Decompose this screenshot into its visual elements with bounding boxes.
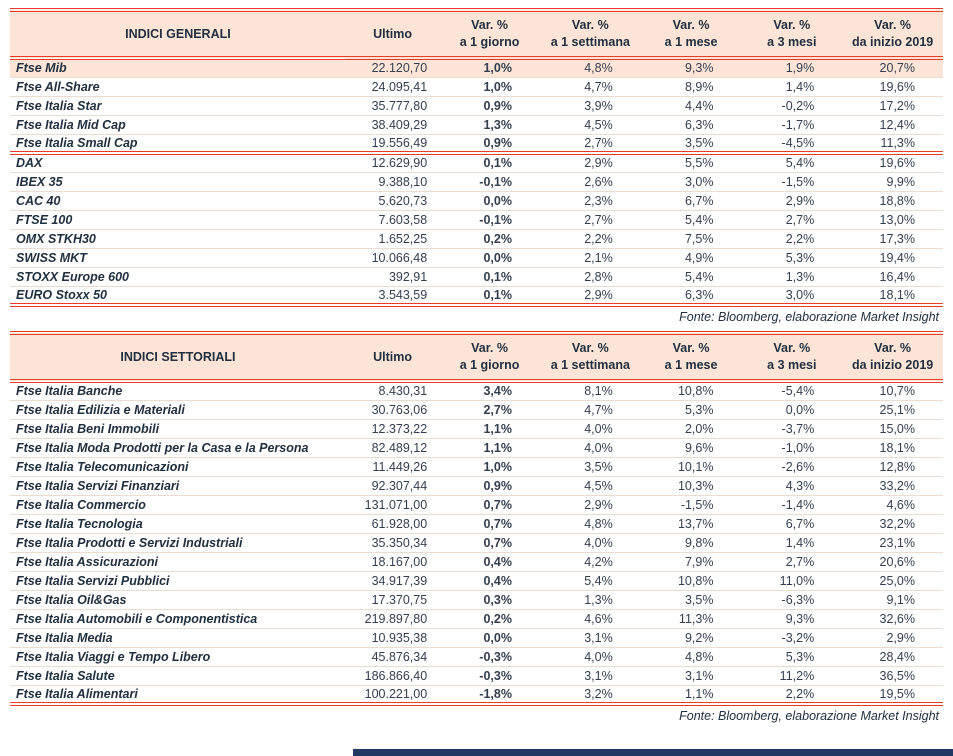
var-value: 11,0% xyxy=(741,571,842,590)
var-value: 0,1% xyxy=(439,286,540,305)
index-name: FTSE 100 xyxy=(10,210,346,229)
table-row xyxy=(10,457,943,476)
index-name: Ftse Italia Edilizia e Materiali xyxy=(10,400,346,419)
index-name: SWISS MKT xyxy=(10,248,346,267)
index-name: Ftse Italia Assicurazioni xyxy=(10,552,346,571)
var-value: 10,1% xyxy=(641,457,742,476)
var-value: 0,7% xyxy=(439,495,540,514)
var-value: 5,4% xyxy=(641,210,742,229)
var-value: 10,7% xyxy=(842,381,943,400)
var-label: Var. % xyxy=(672,341,710,355)
var-value: 0,4% xyxy=(439,571,540,590)
ultimo-value: 100.221,00 xyxy=(346,685,439,704)
table-row xyxy=(10,134,943,153)
table-row xyxy=(10,172,943,191)
index-name: Ftse Italia Servizi Finanziari xyxy=(10,476,346,495)
index-name: DAX xyxy=(10,153,346,172)
var-value: 32,6% xyxy=(842,609,943,628)
ultimo-value: 30.763,06 xyxy=(346,400,439,419)
var-value: 1,1% xyxy=(439,438,540,457)
index-name: Ftse Italia Automobili e Componentistica xyxy=(10,609,346,628)
table-row xyxy=(10,248,943,267)
var-value: 2,7% xyxy=(741,210,842,229)
var-period: da inizio 2019 xyxy=(851,35,934,49)
var-value: 0,3% xyxy=(439,590,540,609)
var-value: 0,0% xyxy=(741,400,842,419)
var-value: 9,3% xyxy=(641,58,742,77)
index-name: Ftse Italia Servizi Pubblici xyxy=(10,571,346,590)
index-name: Ftse Italia Beni Immobili xyxy=(10,419,346,438)
var-value: 0,0% xyxy=(439,248,540,267)
var-value: 6,3% xyxy=(641,286,742,305)
var-label: Var. % xyxy=(471,341,508,355)
var-value: 2,3% xyxy=(540,191,641,210)
var-value: 16,4% xyxy=(842,267,943,286)
var-value: 1,3% xyxy=(439,115,540,134)
var-value: 4,2% xyxy=(540,552,641,571)
var-value: 1,0% xyxy=(439,58,540,77)
col-var-1-mese xyxy=(641,333,742,381)
var-value: 12,4% xyxy=(842,115,943,134)
var-value: 1,3% xyxy=(540,590,641,609)
var-value: 0,1% xyxy=(439,153,540,172)
ultimo-value: 92.307,44 xyxy=(346,476,439,495)
var-value: 18,8% xyxy=(842,191,943,210)
var-value: -1,7% xyxy=(741,115,842,134)
var-value: 0,9% xyxy=(439,96,540,115)
var-value: 18,1% xyxy=(842,286,943,305)
var-value: 2,9% xyxy=(741,191,842,210)
ultimo-value: 17.370,75 xyxy=(346,590,439,609)
col-var-inizio-2019 xyxy=(842,333,943,381)
var-value: 10,8% xyxy=(641,381,742,400)
var-value: -3,2% xyxy=(741,628,842,647)
table-row xyxy=(10,571,943,590)
var-value: 19,4% xyxy=(842,248,943,267)
index-name: Ftse Italia Prodotti e Servizi Industriali xyxy=(10,533,346,552)
ultimo-value: 219.897,80 xyxy=(346,609,439,628)
ultimo-value: 61.928,00 xyxy=(346,514,439,533)
header-row xyxy=(10,10,943,58)
table-row xyxy=(10,438,943,457)
var-value: 0,9% xyxy=(439,476,540,495)
header-row xyxy=(10,333,943,381)
var-value: 2,2% xyxy=(540,229,641,248)
var-value: 0,9% xyxy=(439,134,540,153)
table-row xyxy=(10,666,943,685)
col-var-1-giorno xyxy=(439,333,540,381)
var-value: 1,1% xyxy=(439,419,540,438)
var-value: 13,0% xyxy=(842,210,943,229)
var-value: 1,4% xyxy=(741,533,842,552)
var-value: 5,4% xyxy=(741,153,842,172)
ultimo-value: 392,91 xyxy=(346,267,439,286)
var-value: 19,6% xyxy=(842,77,943,96)
var-value: 0,2% xyxy=(439,229,540,248)
index-name: Ftse Italia Telecomunicazioni xyxy=(10,457,346,476)
var-value: 12,8% xyxy=(842,457,943,476)
var-value: 9,9% xyxy=(842,172,943,191)
ultimo-value: 1.652,25 xyxy=(346,229,439,248)
indici-settoriali-section xyxy=(10,331,943,727)
index-name: Ftse Italia Media xyxy=(10,628,346,647)
index-name: Ftse All-Share xyxy=(10,77,346,96)
var-period: a 1 settimana xyxy=(550,358,630,372)
ultimo-value: 10.935,38 xyxy=(346,628,439,647)
table-row xyxy=(10,77,943,96)
ultimo-value: 35.777,80 xyxy=(346,96,439,115)
var-value: 2,7% xyxy=(540,210,641,229)
ultimo-value: 5.620,73 xyxy=(346,191,439,210)
table-row xyxy=(10,495,943,514)
var-value: 3,1% xyxy=(641,666,742,685)
table-row xyxy=(10,419,943,438)
table-row xyxy=(10,229,943,248)
ultimo-value: 8.430,31 xyxy=(346,381,439,400)
var-value: -1,0% xyxy=(741,438,842,457)
var-value: -0,1% xyxy=(439,172,540,191)
var-value: 2,0% xyxy=(641,419,742,438)
col-var-3-mesi xyxy=(741,10,842,58)
table-header xyxy=(10,333,943,381)
var-label: Var. % xyxy=(773,341,811,355)
index-name: Ftse Italia Alimentari xyxy=(10,685,346,704)
var-value: 3,1% xyxy=(540,628,641,647)
table-row xyxy=(10,609,943,628)
var-value: 5,5% xyxy=(641,153,742,172)
var-value: 2,6% xyxy=(540,172,641,191)
var-value: 17,2% xyxy=(842,96,943,115)
var-value: 3,5% xyxy=(641,590,742,609)
var-value: 13,7% xyxy=(641,514,742,533)
index-name: EURO Stoxx 50 xyxy=(10,286,346,305)
var-value: 7,5% xyxy=(641,229,742,248)
var-value: 17,3% xyxy=(842,229,943,248)
index-name: CAC 40 xyxy=(10,191,346,210)
var-value: 3,1% xyxy=(540,666,641,685)
index-name: Ftse Italia Moda Prodotti per la Casa e la Persona xyxy=(10,438,346,457)
col-var-1-settimana xyxy=(540,333,641,381)
ultimo-value: 12.373,22 xyxy=(346,419,439,438)
index-name: IBEX 35 xyxy=(10,172,346,191)
var-value: 8,1% xyxy=(540,381,641,400)
var-value: 3,2% xyxy=(540,685,641,704)
ultimo-value: 35.350,34 xyxy=(346,533,439,552)
var-value: 11,3% xyxy=(641,609,742,628)
var-value: 5,3% xyxy=(641,400,742,419)
var-label: Var. % xyxy=(874,341,912,355)
index-name: STOXX Europe 600 xyxy=(10,267,346,286)
var-value: 8,9% xyxy=(641,77,742,96)
var-label: Var. % xyxy=(874,18,912,32)
var-value: 5,3% xyxy=(741,248,842,267)
var-period: da inizio 2019 xyxy=(851,358,934,372)
table-body xyxy=(10,58,943,305)
var-value: 20,7% xyxy=(842,58,943,77)
var-value: 3,5% xyxy=(641,134,742,153)
ultimo-value: 19.556,49 xyxy=(346,134,439,153)
var-value: 3,0% xyxy=(741,286,842,305)
var-value: 2,9% xyxy=(540,286,641,305)
var-value: -4,5% xyxy=(741,134,842,153)
var-value: 9,2% xyxy=(641,628,742,647)
var-value: 0,0% xyxy=(439,628,540,647)
var-value: -5,4% xyxy=(741,381,842,400)
ultimo-value: 38.409,29 xyxy=(346,115,439,134)
var-value: 6,7% xyxy=(741,514,842,533)
table-row xyxy=(10,153,943,172)
var-value: 10,8% xyxy=(641,571,742,590)
var-value: 10,3% xyxy=(641,476,742,495)
var-value: 25,1% xyxy=(842,400,943,419)
var-value: 9,6% xyxy=(641,438,742,457)
var-value: 0,7% xyxy=(439,533,540,552)
table-row xyxy=(10,590,943,609)
var-value: 1,0% xyxy=(439,457,540,476)
var-value: 4,8% xyxy=(641,647,742,666)
indici-settoriali-table xyxy=(10,331,943,706)
var-value: 4,0% xyxy=(540,647,641,666)
var-period: a 1 mese xyxy=(664,358,718,372)
ultimo-value: 7.603,58 xyxy=(346,210,439,229)
ultimo-value: 3.543,59 xyxy=(346,286,439,305)
var-value: -1,4% xyxy=(741,495,842,514)
table-header xyxy=(10,10,943,58)
table-row xyxy=(10,647,943,666)
var-value: 5,4% xyxy=(540,571,641,590)
table-body xyxy=(10,381,943,704)
var-value: 4,7% xyxy=(540,77,641,96)
var-value: 2,9% xyxy=(540,495,641,514)
table-title: INDICI GENERALI xyxy=(10,10,346,58)
footer-bar xyxy=(353,749,953,756)
var-value: 15,0% xyxy=(842,419,943,438)
var-value: -0,3% xyxy=(439,666,540,685)
col-var-inizio-2019 xyxy=(842,10,943,58)
var-value: 1,0% xyxy=(439,77,540,96)
table-row xyxy=(10,381,943,400)
var-value: 0,2% xyxy=(439,609,540,628)
var-value: 9,8% xyxy=(641,533,742,552)
var-period: a 1 giorno xyxy=(459,35,520,49)
var-value: -3,7% xyxy=(741,419,842,438)
ultimo-value: 45.876,34 xyxy=(346,647,439,666)
ultimo-value: 131.071,00 xyxy=(346,495,439,514)
var-value: 0,1% xyxy=(439,267,540,286)
index-name: Ftse Mib xyxy=(10,58,346,77)
ultimo-value: 24.095,41 xyxy=(346,77,439,96)
var-value: 3,9% xyxy=(540,96,641,115)
var-value: 6,7% xyxy=(641,191,742,210)
table-row xyxy=(10,476,943,495)
source-note: Fonte: Bloomberg, elaborazione Market Insight xyxy=(679,310,939,324)
var-value: 4,0% xyxy=(540,438,641,457)
var-value: 33,2% xyxy=(842,476,943,495)
var-value: 6,3% xyxy=(641,115,742,134)
col-var-1-giorno xyxy=(439,10,540,58)
var-value: 4,8% xyxy=(540,514,641,533)
ultimo-value: 11.449,26 xyxy=(346,457,439,476)
var-value: 3,4% xyxy=(439,381,540,400)
var-value: 4,6% xyxy=(842,495,943,514)
table-row xyxy=(10,400,943,419)
index-name: Ftse Italia Star xyxy=(10,96,346,115)
var-value: 1,4% xyxy=(741,77,842,96)
var-value: 4,5% xyxy=(540,476,641,495)
var-value: 0,0% xyxy=(439,191,540,210)
index-name: Ftse Italia Commercio xyxy=(10,495,346,514)
indici-generali-table xyxy=(10,8,943,307)
ultimo-value: 18.167,00 xyxy=(346,552,439,571)
var-value: 18,1% xyxy=(842,438,943,457)
var-value: 19,5% xyxy=(842,685,943,704)
var-value: 4,7% xyxy=(540,400,641,419)
table-row xyxy=(10,96,943,115)
index-name: Ftse Italia Oil&Gas xyxy=(10,590,346,609)
var-value: 32,2% xyxy=(842,514,943,533)
index-name: Ftse Italia Viaggi e Tempo Libero xyxy=(10,647,346,666)
table-title: INDICI SETTORIALI xyxy=(10,333,346,381)
var-label: Var. % xyxy=(571,18,609,32)
var-value: 36,5% xyxy=(842,666,943,685)
var-value: 1,3% xyxy=(741,267,842,286)
index-name: Ftse Italia Tecnologia xyxy=(10,514,346,533)
ultimo-value: 12.629,90 xyxy=(346,153,439,172)
index-name: Ftse Italia Small Cap xyxy=(10,134,346,153)
table-row xyxy=(10,191,943,210)
var-label: Var. % xyxy=(672,18,710,32)
var-value: 20,6% xyxy=(842,552,943,571)
var-value: -0,2% xyxy=(741,96,842,115)
var-value: 4,3% xyxy=(741,476,842,495)
var-label: Var. % xyxy=(571,341,609,355)
var-value: 5,3% xyxy=(741,647,842,666)
index-name: Ftse Italia Banche xyxy=(10,381,346,400)
var-value: 2,8% xyxy=(540,267,641,286)
var-value: 7,9% xyxy=(641,552,742,571)
table-row xyxy=(10,552,943,571)
var-value: -6,3% xyxy=(741,590,842,609)
var-value: 4,8% xyxy=(540,58,641,77)
var-value: 4,6% xyxy=(540,609,641,628)
index-name: Ftse Italia Mid Cap xyxy=(10,115,346,134)
table-row xyxy=(10,267,943,286)
index-name: Ftse Italia Salute xyxy=(10,666,346,685)
table-row xyxy=(10,685,943,704)
var-value: 23,1% xyxy=(842,533,943,552)
var-value: 0,7% xyxy=(439,514,540,533)
var-value: 2,2% xyxy=(741,229,842,248)
var-value: -0,1% xyxy=(439,210,540,229)
var-value: 4,0% xyxy=(540,419,641,438)
var-value: 2,7% xyxy=(540,134,641,153)
ultimo-value: 186.866,40 xyxy=(346,666,439,685)
var-value: 2,1% xyxy=(540,248,641,267)
var-value: 4,4% xyxy=(641,96,742,115)
var-value: 25,0% xyxy=(842,571,943,590)
var-value: 9,3% xyxy=(741,609,842,628)
var-value: 1,9% xyxy=(741,58,842,77)
col-ultimo: Ultimo xyxy=(346,333,439,381)
var-value: 4,9% xyxy=(641,248,742,267)
var-value: -1,5% xyxy=(741,172,842,191)
var-value: 9,1% xyxy=(842,590,943,609)
var-value: 2,2% xyxy=(741,685,842,704)
var-value: 3,5% xyxy=(540,457,641,476)
var-value: -1,5% xyxy=(641,495,742,514)
var-value: 4,5% xyxy=(540,115,641,134)
var-value: -1,8% xyxy=(439,685,540,704)
var-label: Var. % xyxy=(773,18,811,32)
var-value: 2,7% xyxy=(439,400,540,419)
var-period: a 1 giorno xyxy=(459,358,520,372)
table-row xyxy=(10,58,943,77)
ultimo-value: 34.917,39 xyxy=(346,571,439,590)
table-row xyxy=(10,514,943,533)
col-var-1-mese xyxy=(641,10,742,58)
var-value: 11,2% xyxy=(741,666,842,685)
var-value: 3,0% xyxy=(641,172,742,191)
table-row xyxy=(10,286,943,305)
indici-generali-section xyxy=(10,8,943,328)
var-period: a 1 mese xyxy=(664,35,718,49)
var-label: Var. % xyxy=(471,18,508,32)
var-value: 4,0% xyxy=(540,533,641,552)
var-value: -0,3% xyxy=(439,647,540,666)
index-name: OMX STKH30 xyxy=(10,229,346,248)
var-value: 0,4% xyxy=(439,552,540,571)
ultimo-value: 10.066,48 xyxy=(346,248,439,267)
var-period: a 3 mesi xyxy=(767,35,817,49)
ultimo-value: 82.489,12 xyxy=(346,438,439,457)
var-value: 2,9% xyxy=(540,153,641,172)
var-value: 11,3% xyxy=(842,134,943,153)
var-value: 5,4% xyxy=(641,267,742,286)
ultimo-value: 22.120,70 xyxy=(346,58,439,77)
table-row xyxy=(10,210,943,229)
table-row xyxy=(10,533,943,552)
ultimo-value: 9.388,10 xyxy=(346,172,439,191)
var-period: a 1 settimana xyxy=(550,35,630,49)
col-ultimo: Ultimo xyxy=(346,10,439,58)
var-value: -2,6% xyxy=(741,457,842,476)
var-period: a 3 mesi xyxy=(767,358,817,372)
col-var-1-settimana xyxy=(540,10,641,58)
col-var-3-mesi xyxy=(741,333,842,381)
table-row xyxy=(10,115,943,134)
var-value: 28,4% xyxy=(842,647,943,666)
var-value: 2,9% xyxy=(842,628,943,647)
var-value: 19,6% xyxy=(842,153,943,172)
source-note: Fonte: Bloomberg, elaborazione Market Insight xyxy=(679,709,939,723)
var-value: 1,1% xyxy=(641,685,742,704)
table-row xyxy=(10,628,943,647)
var-value: 2,7% xyxy=(741,552,842,571)
